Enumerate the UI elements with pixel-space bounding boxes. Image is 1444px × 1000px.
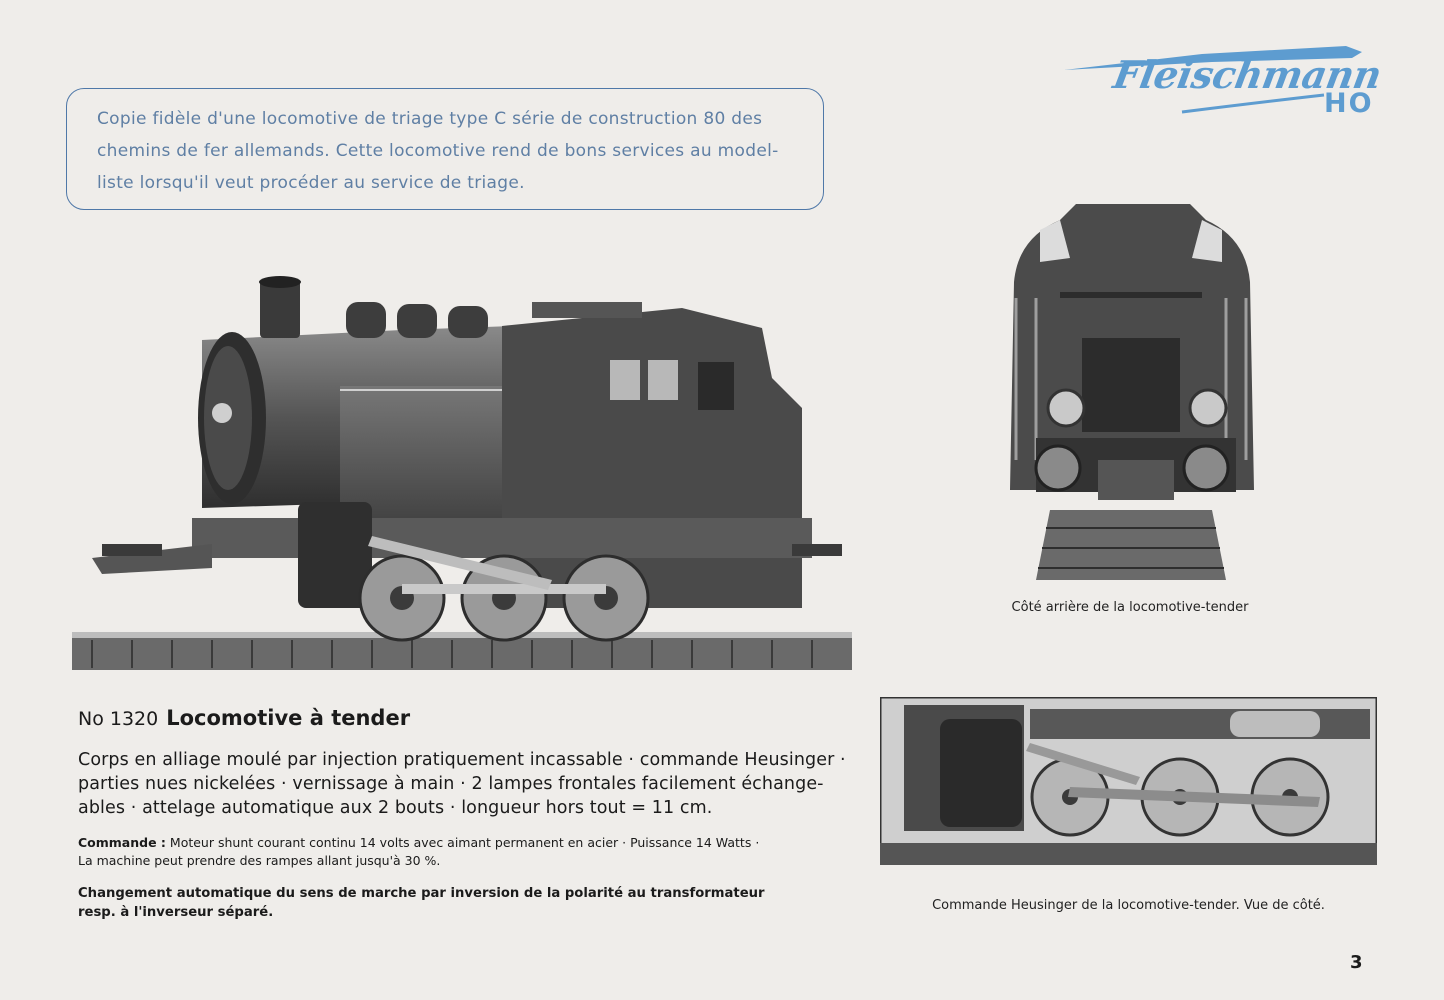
page-number: 3 <box>1350 952 1363 973</box>
desc-line-1: Corps en alliage moulé par injection pratiquement incassable · commande Heusinger · <box>78 750 846 770</box>
commande-label: Commande : <box>78 835 166 850</box>
desc-line-3: ables · attelage automatique aux 2 bouts · longueur hors tout = 11 cm. <box>78 798 713 818</box>
desc-line-2: parties nues nickelées · vernissage à main · 2 lampes frontales facilement échange- <box>78 774 824 794</box>
product-title <box>78 706 410 730</box>
intro-line-3: liste lorsqu'il veut procéder au service de triage. <box>97 173 525 193</box>
logo-scale: HO <box>1324 88 1374 119</box>
valve-gear-caption: Commande Heusinger de la locomotive-tender. Vue de côté. <box>932 898 1325 913</box>
locomotive-side-photo <box>72 268 852 674</box>
intro-text-box <box>66 88 824 210</box>
intro-line-1: Copie fidèle d'une locomotive de triage type C série de construction 80 des <box>97 109 763 129</box>
rear-view-caption: Côté arrière de la locomotive-tender <box>1011 600 1249 615</box>
product-number: No 1320 <box>78 708 159 730</box>
change-line-1: Changement automatique du sens de marche par inversion de la polarité au transformateur <box>78 886 765 901</box>
intro-line-2: chemins de fer allemands. Cette locomotive rend de bons services au model- <box>97 141 779 161</box>
product-description <box>78 748 868 820</box>
commande-line-2: La machine peut prendre des rampes allant jusqu'à 30 %. <box>78 853 441 868</box>
change-line-2: resp. à l'inverseur séparé. <box>78 905 274 920</box>
product-name: Locomotive à tender <box>166 706 411 730</box>
commande-line-1: Moteur shunt courant continu 14 volts avec aimant permanent en acier · Puissance 14 Watts · <box>169 835 760 850</box>
fleischmann-logo <box>1062 40 1392 130</box>
intro-text <box>97 103 799 199</box>
valve-gear-photo <box>880 697 1377 865</box>
direction-change-text <box>78 884 868 922</box>
commande-text <box>78 834 868 870</box>
logo-brand: Fleischmann <box>1110 52 1385 97</box>
locomotive-rear-photo <box>1000 198 1262 580</box>
